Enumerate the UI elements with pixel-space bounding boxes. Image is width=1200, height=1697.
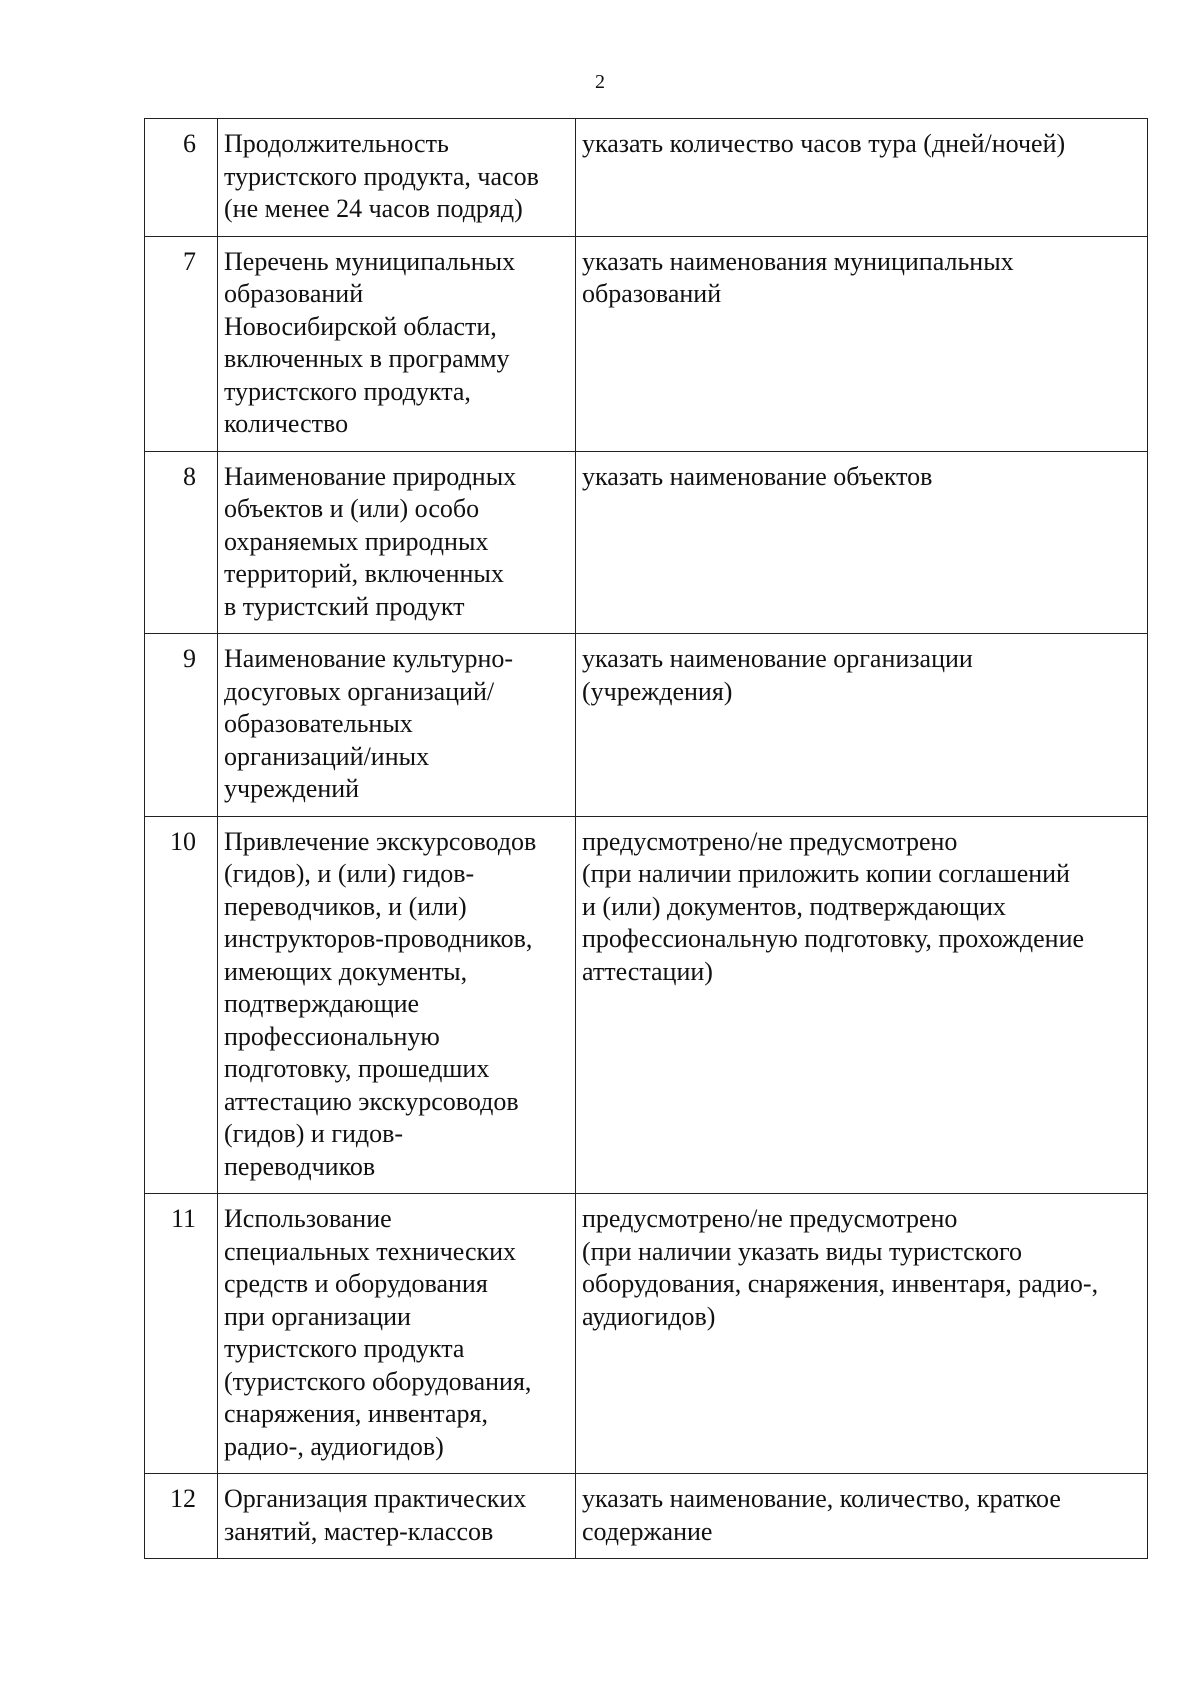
- row-number: 10: [145, 816, 218, 1194]
- table-row: [145, 634, 1148, 817]
- criterion-name: Продолжительность туристского продукта, часов (не менее 24 часов подряд): [218, 119, 576, 237]
- row-number: 12: [145, 1474, 218, 1559]
- row-number: 7: [145, 236, 218, 451]
- page-number: 2: [595, 71, 605, 93]
- criterion-name: Наименование природных объектов и (или) особо охраняемых природных территорий, включенных в туристский продукт: [218, 451, 576, 634]
- criterion-value: указать количество часов тура (дней/ночей): [576, 119, 1148, 237]
- row-number: 11: [145, 1194, 218, 1474]
- criterion-value: предусмотрено/не предусмотрено (при наличии указать виды туристского оборудования, снаряжения, инвентаря, радио-, аудиогидов): [576, 1194, 1148, 1474]
- table-row: [145, 1194, 1148, 1474]
- table-row: [145, 1474, 1148, 1559]
- criterion-name: Использование специальных технических средств и оборудования при организации туристского продукта (туристского оборудования, снаряжения, инвентаря, радио-, аудиогидов): [218, 1194, 576, 1474]
- criterion-value: указать наименование, количество, краткое содержание: [576, 1474, 1148, 1559]
- table-row: [145, 451, 1148, 634]
- criterion-name: Организация практических занятий, мастер-классов: [218, 1474, 576, 1559]
- criterion-value: предусмотрено/не предусмотрено (при наличии приложить копии соглашений и (или) документов, подтверждающих профессиональную подготовку, прохождение аттестации): [576, 816, 1148, 1194]
- table-row: [145, 816, 1148, 1194]
- table-row: [145, 119, 1148, 237]
- criterion-name: Перечень муниципальных образований Новосибирской области, включенных в программу туристского продукта, количество: [218, 236, 576, 451]
- criterion-name: Привлечение экскурсоводов (гидов), и (или) гидов- переводчиков, и (или) инструкторов-проводников, имеющих документы, подтверждающие профессиональную подготовку, прошедших аттестацию экскурсоводов (гидов) и гидов- переводчиков: [218, 816, 576, 1194]
- row-number: 8: [145, 451, 218, 634]
- criterion-value: указать наименование организации (учреждения): [576, 634, 1148, 817]
- criterion-name: Наименование культурно- досуговых организаций/ образовательных организаций/иных учреждений: [218, 634, 576, 817]
- criterion-value: указать наименования муниципальных образований: [576, 236, 1148, 451]
- row-number: 6: [145, 119, 218, 237]
- criterion-value: указать наименование объектов: [576, 451, 1148, 634]
- table-row: [145, 236, 1148, 451]
- criteria-table: [144, 118, 1148, 1559]
- row-number: 9: [145, 634, 218, 817]
